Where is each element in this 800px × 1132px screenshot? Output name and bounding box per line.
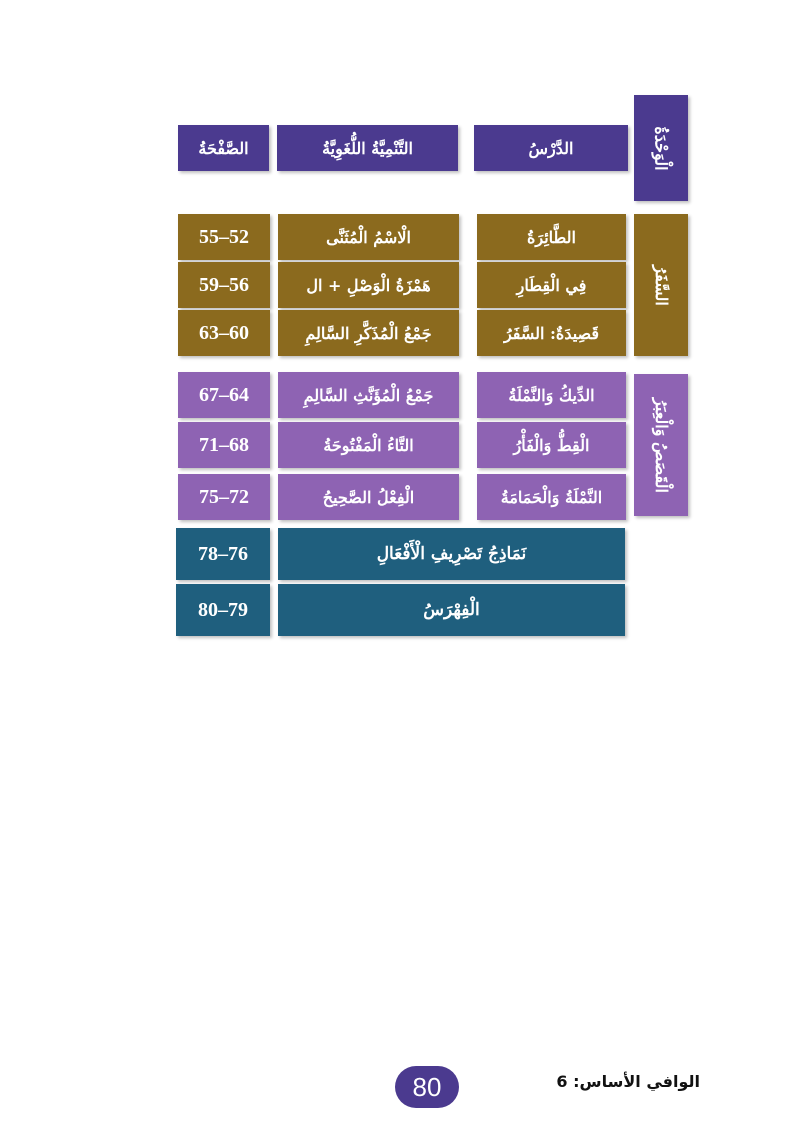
pages-cell: 59–56	[178, 262, 270, 308]
page-number: 80	[395, 1066, 459, 1108]
lesson-cell: قَصِيدَةٌ: السَّفَرُ	[477, 310, 626, 356]
pages-cell: 63–60	[178, 310, 270, 356]
index-title: الْفِهْرَسُ	[278, 584, 625, 636]
unit-name-travel	[634, 214, 688, 356]
page-header: الصَّفْحَةُ	[178, 125, 269, 171]
language-header: التَّنْمِيَّةُ اللُّغَوِيَّةُ	[277, 125, 458, 171]
pages-cell: 75–72	[178, 474, 270, 520]
pages-cell: 67–64	[178, 372, 270, 418]
unit-header	[634, 95, 688, 201]
unit-name-stories	[634, 374, 688, 516]
language-cell: جَمْعُ الْمُؤَنَّثِ السَّالِمِ	[278, 372, 459, 418]
language-cell: الْاسْمُ الْمُثَنَّى	[278, 214, 459, 260]
language-cell: جَمْعُ الْمُذَكَّرِ السَّالِمِ	[278, 310, 459, 356]
language-cell: التَّاءُ الْمَفْتُوحَةُ	[278, 422, 459, 468]
book-title: الوافي الأساس: 6	[556, 1072, 700, 1091]
language-cell: هَمْزَةُ الْوَصْلِ + ال	[278, 262, 459, 308]
pages-cell: 71–68	[178, 422, 270, 468]
lesson-cell: الطَّائِرَةُ	[477, 214, 626, 260]
conjugation-tables-title: نَمَاذِجُ تَصْرِيفِ الْأَفْعَالِ	[278, 528, 625, 580]
lesson-cell: فِي الْقِطَارِ	[477, 262, 626, 308]
lesson-header: الدَّرْسُ	[474, 125, 628, 171]
pages-cell: 55–52	[178, 214, 270, 260]
pages-cell: 78–76	[176, 528, 270, 580]
unit-header-label: الْوَحْدَةُ	[651, 125, 671, 171]
pages-cell: 80–79	[176, 584, 270, 636]
lesson-cell: النَّمْلَةُ وَالْحَمَامَةُ	[477, 474, 626, 520]
unit-name-label: السَّفَرُ	[651, 264, 671, 306]
lesson-cell: الْقِطُّ وَالْفَأْرُ	[477, 422, 626, 468]
lesson-cell: الدِّيكُ وَالنَّمْلَةُ	[477, 372, 626, 418]
language-cell: الْفِعْلُ الصَّحِيحُ	[278, 474, 459, 520]
unit-name-label: الْقَصَصُ وَالْعِبَرُ	[651, 397, 671, 493]
